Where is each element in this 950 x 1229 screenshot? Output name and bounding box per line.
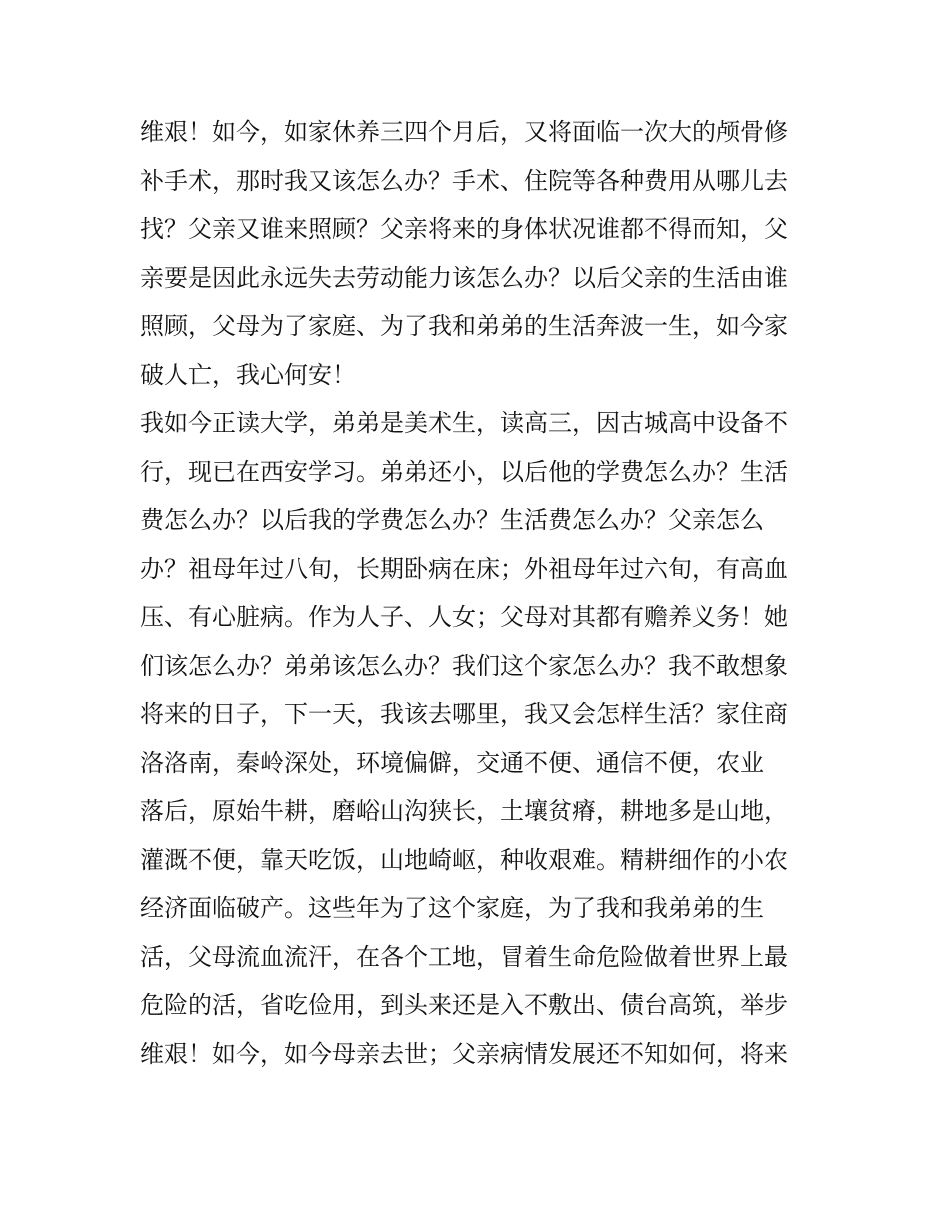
text-line: 我如今正读大学，弟弟是美术生，读高三，因古城高中设备不 xyxy=(140,409,788,437)
body-text xyxy=(140,108,820,1078)
text-line: 落后，原始牛耕，磨峪山沟狭长，土壤贫瘠，耕地多是山地， xyxy=(140,797,788,825)
text-line: 费怎么办？以后我的学费怎么办？生活费怎么办？父亲怎么 xyxy=(140,506,764,534)
text-line: 灌溉不便，靠天吃饭，山地崎岖，种收艰难。精耕细作的小农 xyxy=(140,845,788,874)
text-line: 找？父亲又谁来照顾？父亲将来的身体状况谁都不得而知，父 xyxy=(140,215,788,243)
text-line: 洛洛南，秦岭深处，环境偏僻，交通不便、通信不便，农业 xyxy=(140,748,764,777)
text-line: 们该怎么办？弟弟该怎么办？我们这个家怎么办？我不敢想象 xyxy=(140,651,788,680)
text-line: 办？祖母年过八旬，长期卧病在床；外祖母年过六旬，有高血 xyxy=(140,554,788,583)
text-line: 危险的活，省吃俭用，到头来还是入不敷出、债台高筑，举步 xyxy=(140,991,788,1019)
text-line: 经济面临破产。这些年为了这个家庭，为了我和我弟弟的生 xyxy=(140,894,764,922)
text-line: 维艰！如今，如今母亲去世；父亲病情发展还不知如何，将来 xyxy=(140,1039,788,1068)
text-line: 维艰！如今，如家休养三四个月后，又将面临一次大的颅骨修 xyxy=(140,118,788,146)
text-line: 将来的日子，下一天，我该去哪里，我又会怎样生活？家住商 xyxy=(140,700,788,728)
text-line: 压、有心脏病。作为人子、人女；父母对其都有赡养义务！她 xyxy=(140,603,788,631)
text-line: 活，父母流血流汗，在各个工地，冒着生命危险做着世界上最 xyxy=(140,942,788,971)
text-line: 破人亡，我心何安！ xyxy=(140,360,356,389)
text-line: 照顾，父母为了家庭、为了我和弟弟的生活奔波一生，如今家 xyxy=(140,312,788,340)
text-line: 补手术，那时我又该怎么办？手术、住院等各种费用从哪儿去 xyxy=(140,166,788,195)
text-line: 亲要是因此永远失去劳动能力该怎么办？以后父亲的生活由谁 xyxy=(140,263,788,292)
text-line: 行，现已在西安学习。弟弟还小，以后他的学费怎么办？生活 xyxy=(140,457,788,486)
